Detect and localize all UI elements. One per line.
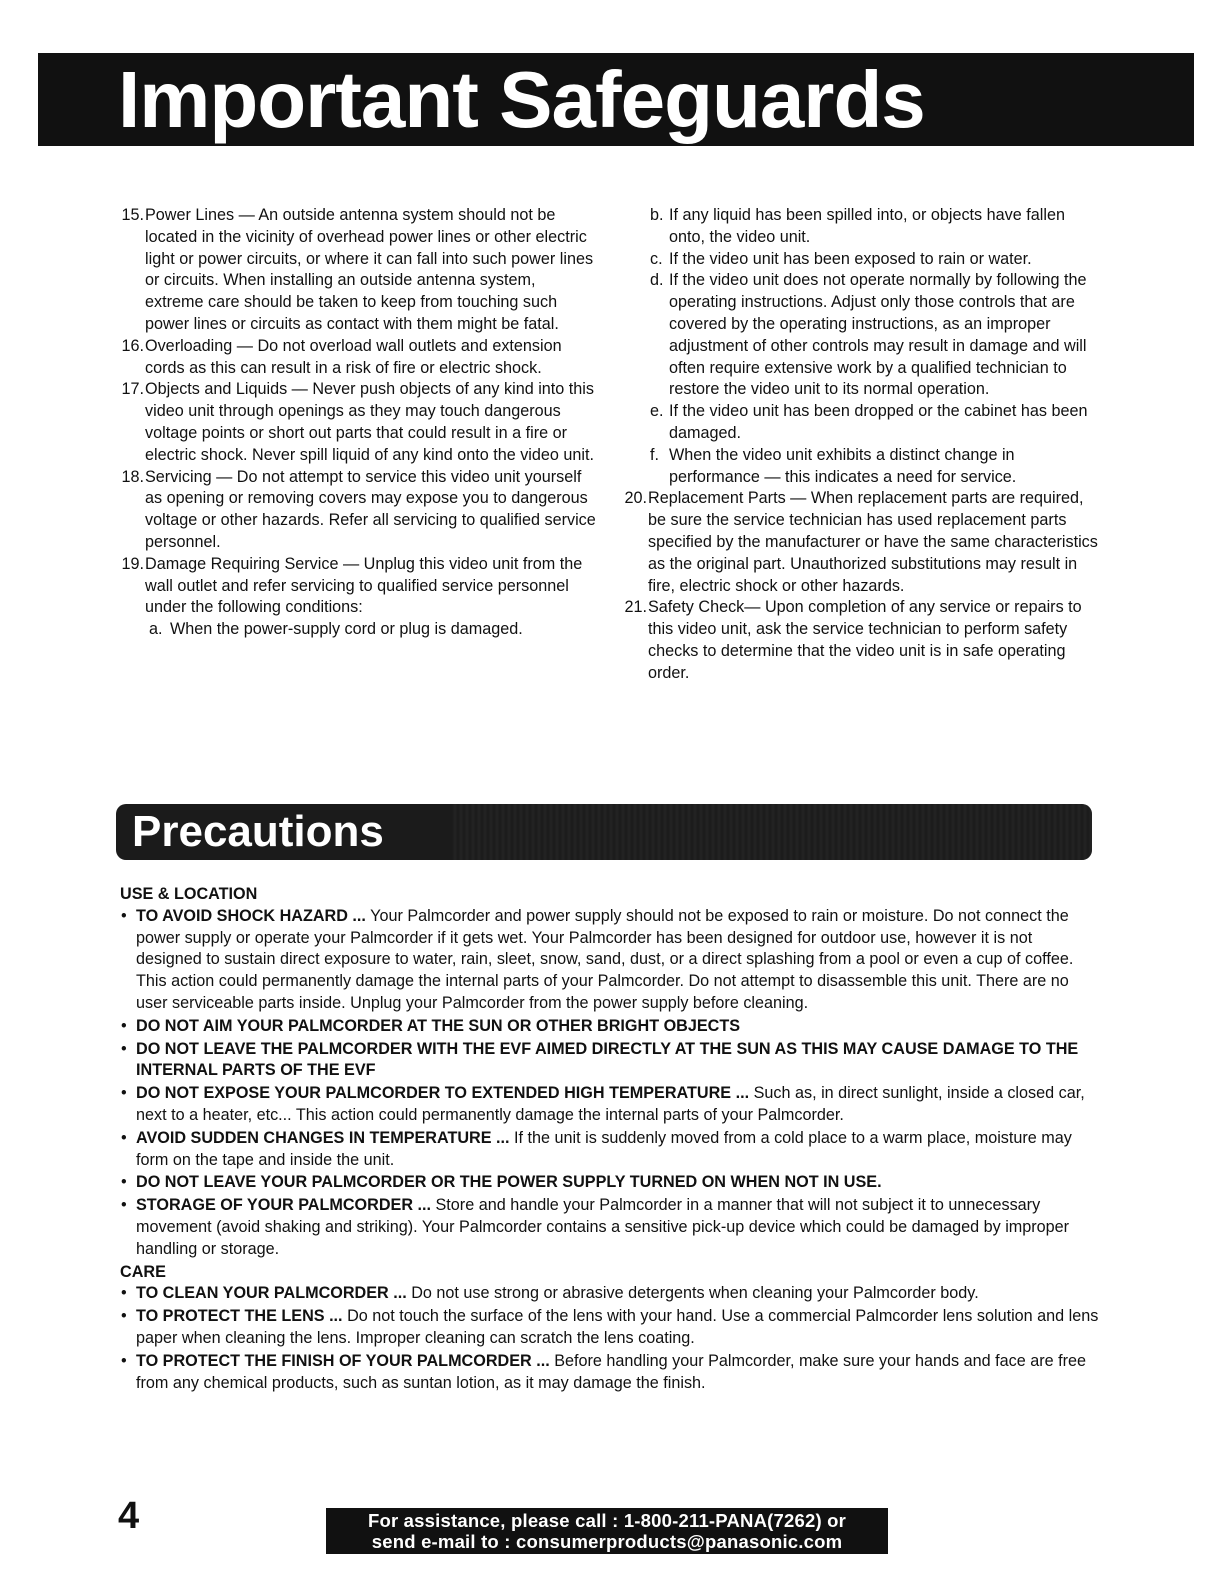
precaution-lead: TO PROTECT THE LENS ...: [136, 1307, 343, 1326]
item-text: Damage Requiring Service — Unplug this video unit from the wall outlet and refer servicing to qualified service personnel under the following conditions:: [145, 554, 583, 617]
precaution-lead: DO NOT LEAVE YOUR PALMCORDER OR THE POWER SUPPLY TURNED ON WHEN NOT IN USE.: [136, 1173, 882, 1192]
bullet-icon: •: [121, 906, 127, 925]
precaution-lead: TO CLEAN YOUR PALMCORDER ...: [136, 1284, 407, 1303]
condition-letter: f.: [650, 445, 659, 464]
bullet-icon: •: [121, 1196, 127, 1215]
item-text: Safety Check— Upon completion of any service or repairs to this video unit, ask the service technician to perform safety checks to determine that the video unit is in safe operating order.: [648, 598, 1082, 682]
precaution-text: Such as, in direct sunlight, inside a closed car, next to a heater, etc... This action could permanently damage the internal parts of your Palmcorder.: [136, 1084, 1085, 1124]
precaution-text: Do not use strong or abrasive detergents when cleaning your Palmcorder body.: [411, 1284, 979, 1303]
condition-item: [615, 249, 1100, 271]
bullet-icon: •: [121, 1173, 127, 1192]
condition-letter: e.: [650, 402, 664, 421]
item-text: Power Lines — An outside antenna system should not be located in the vicinity of overhead power lines or other electric light or power circuits, or where it can fall into such power lines or circuits. When installing an outside antenna system, extreme care should be taken to keep from touching such power lines or circuits as contact with them might be fatal.: [145, 206, 594, 333]
precaution-text: Store and handle your Palmcorder in a manner that will not subject it to unnecessary movement (avoid shaking and striking). Your Palmcorder contains a sensitive pick-up device which could be damaged by improper handling or storage.: [136, 1196, 1070, 1258]
use-location-heading: USE & LOCATION: [120, 885, 258, 903]
precautions-title: Precautions: [132, 807, 384, 856]
assistance-footer: [326, 1508, 888, 1554]
item-text: Replacement Parts — When replacement parts are required, be sure the service technician has used replacement parts specified by the manufacturer or have the same characteristics as the original part. Unauthorized substitutions may result in fire, electric shock or other hazards.: [648, 489, 1098, 595]
precaution-text: Do not touch the surface of the lens with your hand. Use a commercial Palmcorder lens solution and lens paper when cleaning the lens. Improper cleaning can scratch the lens coating.: [136, 1307, 1099, 1347]
assistance-email-line: send e-mail to : consumerproducts@panasonic.com: [371, 1530, 843, 1552]
condition-text: When the power-supply cord or plug is damaged.: [170, 620, 523, 639]
precaution-item: [120, 1039, 1100, 1083]
item-number: 21.: [624, 598, 647, 617]
condition-item: [615, 401, 1100, 445]
precaution-item: [120, 1283, 1100, 1305]
precaution-text: If the unit is suddenly moved from a cold place to a warm place, moisture may form on the tape and inside the unit.: [136, 1128, 1072, 1169]
safeguard-item: [615, 488, 1100, 597]
care-heading: CARE: [120, 1262, 166, 1281]
precautions-header-bar: [116, 804, 1092, 860]
bullet-icon: •: [121, 1284, 127, 1303]
precaution-item: [120, 1016, 1100, 1038]
precaution-item: [120, 1195, 1100, 1260]
bullet-icon: •: [121, 1084, 127, 1103]
precaution-item: [120, 1128, 1100, 1172]
precaution-lead: TO AVOID SHOCK HAZARD ...: [136, 906, 366, 925]
precaution-lead: AVOID SUDDEN CHANGES IN TEMPERATURE ...: [136, 1128, 510, 1147]
safeguard-item: [112, 379, 597, 466]
precautions-section: [120, 883, 1100, 1395]
condition-text: If the video unit has been exposed to rain or water.: [669, 249, 1032, 268]
condition-item: [615, 270, 1100, 401]
precaution-text: Your Palmcorder and power supply should not be exposed to rain or moisture. Do not connect the power supply or operate your Palmcorder if it gets wet. Your Palmcorder has been designed for outdoor use, however it is not designed to sustain direct exposure to water, rain, sleet, snow, sand, dust, or a direct splashing from a pool or even a cup of coffee. This action could permanently damage the internal parts of your Palmcorder. Do not attempt to disassemble this unit. There are no user serviceable parts inside. Unplug your Palmcorder from the power supply before cleaning.: [136, 906, 1074, 1012]
safeguard-item: [615, 597, 1100, 684]
page-number: 4: [118, 1495, 140, 1537]
precaution-lead: DO NOT EXPOSE YOUR PALMCORDER TO EXTENDED HIGH TEMPERATURE ...: [136, 1084, 750, 1103]
safeguards-left-column: [112, 205, 597, 641]
header-bar: [38, 53, 1194, 146]
bullet-icon: •: [121, 1351, 127, 1370]
item-number: 19.: [121, 554, 144, 573]
condition-item: [112, 619, 597, 641]
bullet-icon: •: [121, 1039, 127, 1058]
item-number: 18.: [121, 467, 144, 486]
precaution-text: Before handling your Palmcorder, make sure your hands and face are free from any chemical products, such as suntan lotion, as it may damage the finish.: [136, 1351, 1086, 1392]
precaution-lead: STORAGE OF YOUR PALMCORDER ...: [136, 1196, 431, 1215]
item-text: Objects and Liquids — Never push objects of any kind into this video unit through openings as they may touch dangerous voltage points or short out parts that could result in a fire or electric shock. Never spill liquid of any kind onto the video unit.: [145, 380, 594, 464]
safeguard-item: [112, 205, 597, 336]
condition-text: If the video unit has been dropped or the cabinet has been damaged.: [669, 402, 1088, 442]
item-text: Servicing — Do not attempt to service this video unit yourself as opening or removing covers may expose you to dangerous voltage or other hazards. Refer all servicing to qualified service personnel.: [145, 467, 596, 551]
safeguard-item: [112, 336, 597, 380]
precaution-item: [120, 1083, 1100, 1127]
header-texture: [452, 804, 1092, 860]
item-number: 16.: [121, 336, 144, 355]
condition-letter: d.: [650, 271, 664, 290]
bullet-icon: •: [121, 1016, 127, 1035]
precaution-lead: TO PROTECT THE FINISH OF YOUR PALMCORDER ...: [136, 1351, 550, 1370]
item-number: 15.: [121, 206, 144, 224]
condition-text: If the video unit does not operate normally by following the operating instructions. Adjust only those controls that are covered by the operating instructions, as an improper adjustment of other controls may result in damage and will often require extensive work by a qualified technician to restore the video unit to its normal operation.: [669, 271, 1087, 399]
item-number: 17.: [121, 380, 144, 399]
precaution-item: [120, 1306, 1100, 1350]
condition-item: [615, 205, 1100, 249]
page-title: Important Safeguards: [118, 55, 925, 144]
precaution-lead: DO NOT AIM YOUR PALMCORDER AT THE SUN OR OTHER BRIGHT OBJECTS: [136, 1016, 741, 1035]
condition-letter: b.: [650, 206, 664, 224]
condition-letter: c.: [650, 249, 663, 268]
safeguards-right-column: [615, 205, 1100, 685]
item-text: Overloading — Do not overload wall outlets and extension cords as this can result in a risk of fire or electric shock.: [145, 336, 562, 377]
condition-text: If any liquid has been spilled into, or objects have fallen onto, the video unit.: [669, 206, 1065, 246]
precaution-item: [120, 906, 1100, 1015]
precaution-item: [120, 1351, 1100, 1395]
precaution-item: [120, 1172, 1100, 1194]
safeguard-item: [112, 467, 597, 554]
precaution-lead: DO NOT LEAVE THE PALMCORDER WITH THE EVF AIMED DIRECTLY AT THE SUN AS THIS MAY CAUSE DAMAGE TO THE INTERNAL PARTS OF THE EVF: [136, 1039, 1079, 1080]
condition-item: [615, 445, 1100, 489]
item-number: 20.: [624, 489, 647, 508]
condition-letter: a.: [149, 620, 163, 639]
safeguard-item: [112, 554, 597, 619]
condition-text: When the video unit exhibits a distinct change in performance — this indicates a need for service.: [669, 445, 1017, 486]
assistance-phone-line: For assistance, please call : 1-800-211-PANA(7262) or: [367, 1510, 847, 1531]
bullet-icon: •: [121, 1307, 127, 1326]
bullet-icon: •: [121, 1128, 127, 1147]
